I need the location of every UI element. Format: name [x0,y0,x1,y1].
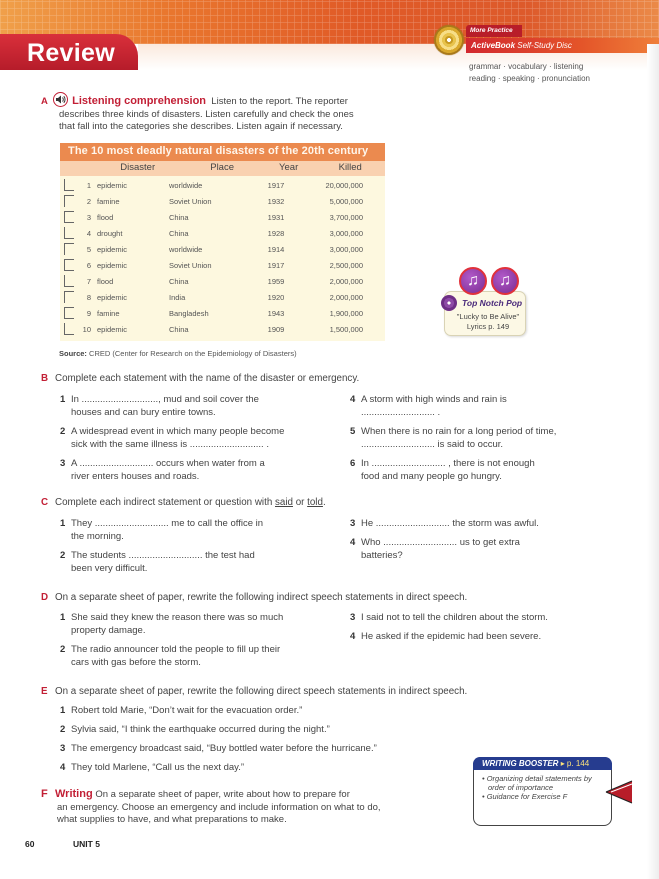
cell-year: 1932 [267,196,285,206]
cell-year: 1928 [267,228,285,238]
cell-year: 1909 [267,324,285,334]
row-number: 2 [86,196,91,206]
row-number: 1 [86,180,91,190]
exercise-item [350,394,507,419]
instruction-text: . [322,497,326,508]
instruction-text: an emergency. Choose an emergency and include information on what to do, [57,801,381,813]
speaker-audio-icon[interactable] [53,92,68,107]
cell-year: 1931 [267,212,285,222]
exercise-item [350,518,539,531]
cell-year: 1917 [267,180,285,190]
exercise-item [350,426,556,451]
item-text: He ............................ the storm was awful. [361,518,539,529]
section-title: Writing [55,788,93,800]
keyword-told: told [307,497,323,508]
keyword-said: said [275,497,293,508]
item-text: houses and can bury entire towns. [71,406,216,418]
exercise-item [60,762,244,775]
cell-killed: 2,000,000 [329,276,363,286]
column-header: Year [279,162,299,173]
booster-item: • Guidance for Exercise F [482,792,568,801]
section-c-header [41,497,326,508]
checkbox-cell[interactable] [60,289,79,305]
cell-year: 1920 [267,292,285,302]
cell-killed: 1,900,000 [329,308,363,318]
writing-booster-page: ▸ p. 144 [560,759,590,768]
cell-place: China [169,228,189,238]
item-text: property damage. [71,624,146,636]
checkbox[interactable] [64,179,74,191]
activebook-subtitle: Self-Study Disc [515,41,572,50]
source-label: Source: [59,349,87,358]
row-number: 8 [86,292,91,302]
checkbox[interactable] [64,227,74,239]
table-row [60,305,385,321]
item-text: Sylvia said, “I think the earthquake occurred during the night.” [71,724,330,735]
section-letter: E [41,686,48,697]
item-number: 5 [350,426,356,437]
disasters-table [60,143,385,341]
item-text: A widespread event in which many people become [71,426,285,437]
table-header-row [60,161,385,176]
item-number: 1 [60,612,66,623]
table-row [60,289,385,305]
item-number: 1 [60,394,66,405]
cell-place: worldwide [169,244,203,254]
instruction-text: that fall into the categories she describes. Listen again if necessary. [59,121,343,132]
topics-line: reading · speaking · pronunciation [469,74,590,83]
cell-disaster: epidemic [97,260,128,270]
top-notch-pop-title: Top Notch Pop [462,298,523,308]
exercise-item [350,537,520,562]
music-disc-icon [441,295,457,311]
instruction-text: or [292,497,308,508]
cell-year: 1914 [267,244,285,254]
cell-year: 1959 [267,276,285,286]
section-letter: C [41,497,49,508]
cell-place: China [169,212,189,222]
exercise-item [60,550,255,575]
item-text: They ............................ me to call the office in [71,518,264,529]
cell-disaster: flood [97,276,114,286]
pointer-arrow-icon [604,780,634,804]
item-text: They told Marlene, “Call us the next day.” [71,762,245,773]
instruction-text: Complete each indirect statement or question with [55,497,275,508]
item-text: batteries? [361,549,403,561]
cell-place: China [169,324,189,334]
table-row [60,193,385,209]
checkbox[interactable] [64,307,74,319]
instruction-text: Complete each statement with the name of the disaster or emergency. [55,373,360,384]
item-text: river enters houses and roads. [71,470,200,482]
item-text: The students ............................ the test had [71,550,255,561]
exercise-item [60,743,377,756]
cell-place: India [169,292,186,302]
cell-killed: 5,000,000 [329,196,363,206]
checkbox-cell[interactable] [60,177,79,193]
instruction-text: Listen to the report. The reporter [211,96,348,107]
checkbox-cell[interactable] [60,257,79,273]
item-number: 6 [350,458,356,469]
item-text: I said not to tell the children about the storm. [361,612,548,623]
checkbox-cell[interactable] [60,241,79,257]
checkbox-cell[interactable] [60,321,79,337]
cell-disaster: epidemic [97,180,128,190]
cell-killed: 2,000,000 [329,292,363,302]
item-number: 4 [60,762,66,773]
topics-line: grammar · vocabulary · listening [469,62,584,71]
exercise-item [350,631,541,644]
item-text: A ............................ occurs when water from a [71,458,265,469]
section-e-header [41,686,467,697]
row-number: 10 [82,324,91,334]
unit-label: UNIT 5 [73,839,100,849]
checkbox-cell[interactable] [60,273,79,289]
exercise-item [60,458,265,483]
section-letter: A [41,96,48,107]
cell-killed: 1,500,000 [329,324,363,334]
cell-place: China [169,276,189,286]
table-body [60,176,385,341]
exercise-item [60,644,280,669]
cell-place: Bangladesh [169,308,209,318]
table-title: The 10 most deadly natural disasters of the 20th century [60,143,385,161]
section-letter: B [41,373,49,384]
item-text: Robert told Marie, “Don’t wait for the evacuation order.” [71,705,303,716]
source-note [59,349,297,358]
exercise-item [60,724,330,737]
exercise-item [350,458,535,483]
item-number: 1 [60,705,66,716]
item-text: The radio announcer told the people to fill up their [71,644,281,655]
cell-disaster: drought [97,228,123,238]
row-number: 4 [86,228,91,238]
cell-killed: 3,000,000 [329,244,363,254]
item-number: 3 [350,612,356,623]
item-text: When there is no rain for a long period of time, [361,426,557,437]
music-note-icon: ♫ [459,267,487,295]
item-number: 4 [350,537,356,548]
checkbox[interactable] [64,211,74,223]
item-number: 3 [350,518,356,529]
item-text: been very difficult. [71,562,148,574]
cell-place: Soviet Union [169,196,212,206]
section-letter: D [41,592,49,603]
column-header: Place [210,162,234,173]
table-row [60,225,385,241]
page-title: Review [27,39,115,67]
table-row [60,241,385,257]
table-row [60,273,385,289]
instruction-text: On a separate sheet of paper, rewrite the following direct speech statements in indirect speech. [55,686,468,697]
exercise-item [60,612,283,637]
writing-booster-title: WRITING BOOSTER [482,759,559,768]
item-text: cars with gas before the storm. [71,656,201,668]
item-text: In ............................., mud and soil cover the [71,394,259,405]
cell-place: worldwide [169,180,203,190]
writing-booster-header[interactable] [473,757,612,770]
exercise-item [60,426,284,451]
cell-disaster: epidemic [97,244,128,254]
exercise-item [60,518,263,543]
lyrics-page-link[interactable]: Lyrics p. 149 [466,322,510,331]
page-number: 60 [25,839,35,849]
column-header: Disaster [120,162,156,173]
item-number: 2 [60,644,66,655]
exercise-item [350,612,548,625]
instruction-text: On a separate sheet of paper, rewrite the following indirect speech statements in direct speech. [55,592,468,603]
item-number: 3 [60,458,66,469]
more-practice-label: More Practice [466,25,522,37]
checkbox[interactable] [64,323,74,335]
checkbox[interactable] [64,259,74,271]
song-title: "Lucky to Be Alive" [456,312,520,321]
item-number: 3 [60,743,66,754]
instruction-text: describes three kinds of disasters. Listen carefully and check the ones [59,108,354,120]
item-text: A storm with high winds and rain is [361,394,507,405]
cell-disaster: epidemic [97,324,128,334]
item-text: The emergency broadcast said, “Buy bottled water before the hurricane.” [71,743,377,754]
row-number: 5 [86,244,91,254]
instruction-text: what supplies to have, and what preparations to make. [57,814,287,825]
item-text: In ............................ , there is not enough [361,458,535,469]
item-number: 4 [350,394,356,405]
section-letter: F [41,788,48,800]
source-text: CRED (Center for Research on the Epidemiology of Disasters) [86,349,297,358]
section-title: Listening comprehension [72,95,207,107]
item-number: 2 [60,724,66,735]
exercise-item [60,705,302,718]
section-d-header [41,592,467,603]
row-number: 3 [86,212,91,222]
item-number: 2 [60,550,66,561]
checkbox-cell[interactable] [60,209,79,225]
activebook-topics [469,61,590,85]
section-f [41,788,381,827]
booster-item: • Organizing detail statements by order of importance [482,774,592,792]
item-text: ............................ is said to occur. [361,438,504,450]
checkbox-cell[interactable] [60,225,79,241]
cell-killed: 20,000,000 [325,180,363,190]
music-note-icon: ♫ [491,267,519,295]
section-a-header [41,92,421,134]
checkbox[interactable] [64,243,74,255]
item-text: He asked if the epidemic had been severe. [361,631,542,642]
column-header: Killed [338,162,362,173]
table-row [60,177,385,193]
exercise-item [60,394,259,419]
cell-year: 1943 [267,308,285,318]
cell-disaster: famine [97,196,120,206]
item-text: She said they knew the reason there was so much [71,612,284,623]
writing-booster-list [481,774,601,801]
checkbox[interactable] [64,275,74,287]
activebook-brand: ActiveBook [471,41,516,50]
item-number: 1 [60,518,66,529]
checkbox-cell[interactable] [60,305,79,321]
cell-disaster: flood [97,212,114,222]
table-row [60,209,385,225]
activebook-bar [466,38,659,53]
cell-year: 1917 [267,260,285,270]
section-b-header [41,373,359,384]
row-number: 9 [86,308,91,318]
table-row [60,321,385,337]
checkbox-cell[interactable] [60,193,79,209]
item-text: the morning. [71,530,124,542]
item-text: Who ............................ us to get extra [361,537,520,548]
row-number: 7 [86,276,91,286]
cell-killed: 2,500,000 [329,260,363,270]
item-text: ............................ . [361,406,441,418]
table-row [60,257,385,273]
cell-disaster: epidemic [97,292,128,302]
checkbox[interactable] [64,291,74,303]
item-text: sick with the same illness is ............................ . [71,438,269,450]
item-text: food and many people go hungry. [361,470,502,482]
page-edge-shadow [647,44,659,879]
cell-killed: 3,000,000 [329,228,363,238]
item-number: 4 [350,631,356,642]
cell-killed: 3,700,000 [329,212,363,222]
cd-disc-icon [434,25,464,55]
row-number: 6 [86,260,91,270]
item-number: 2 [60,426,66,437]
checkbox[interactable] [64,195,74,207]
cell-disaster: famine [97,308,120,318]
cell-place: Soviet Union [169,260,212,270]
instruction-text: On a separate sheet of paper, write about how to prepare for [95,789,350,800]
